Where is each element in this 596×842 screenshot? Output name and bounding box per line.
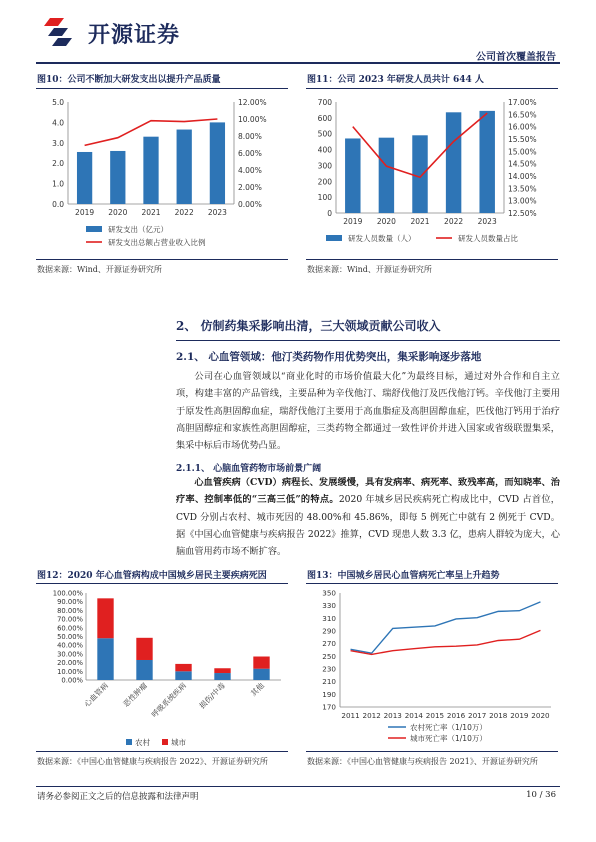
- bar: [210, 122, 225, 204]
- legend-label: 城市死亡率（1/10万）: [410, 734, 487, 743]
- x-tick-label: 2019: [510, 711, 529, 720]
- y-tick-label-left: 700: [317, 98, 332, 107]
- y-tick-label-right: 12.50%: [508, 209, 537, 218]
- y-tick-label-left: 0.0: [52, 200, 64, 209]
- y-tick-label-right: 13.50%: [508, 184, 537, 194]
- x-tick-label: 2022: [444, 217, 464, 226]
- legend-label: 农村死亡率（1/10万）: [410, 723, 487, 732]
- figure-10-chart: [36, 92, 290, 257]
- y-tick-label-left: 1.0: [52, 179, 64, 189]
- figure-13-bottom-rule: [306, 751, 558, 752]
- bar-segment: [136, 638, 152, 660]
- x-tick-label: 2019: [75, 208, 95, 217]
- y-tick-label-left: 200: [317, 177, 332, 187]
- legend-label-bar: 研发支出（亿元）: [108, 225, 168, 234]
- y-tick-label: 270: [322, 639, 336, 649]
- bar-segment: [253, 669, 269, 680]
- legend-swatch-bar: [86, 226, 102, 232]
- legend-swatch-rural: [126, 739, 132, 745]
- section-heading: 2、 仿制药集采影响出清，三大领域贡献公司收入: [176, 319, 441, 333]
- x-tick-label: 2019: [343, 217, 363, 226]
- figure-11-source: 数据来源：Wind、开源证券研究所: [307, 265, 432, 274]
- paragraph-2-bold: 心血管疾病（CVD）病程长、发展缓慢，具有发病率、病死率、致残率高，而知晓率、治疗率、控制率低的“三高三低”的特点。: [176, 477, 560, 506]
- x-tick-label: 2016: [446, 711, 466, 720]
- figure-13-title: 图13：中国城乡居民心血管病死亡率呈上升趋势: [307, 571, 500, 581]
- bar: [379, 138, 394, 213]
- y-tick-label: 20.00%: [57, 659, 83, 668]
- y-tick-label-right: 16.50%: [508, 110, 537, 120]
- subsection-heading: 2.1、 心血管领域：他汀类药物作用优势突出，集采影响逐步落地: [176, 351, 482, 363]
- x-tick-label: 恶性肿瘤: [121, 681, 149, 709]
- series-line: [351, 630, 541, 654]
- y-tick-label-right: 14.50%: [508, 159, 537, 169]
- bar-segment: [97, 598, 113, 638]
- y-tick-label-right: 15.50%: [508, 135, 537, 144]
- bar: [77, 152, 92, 204]
- figure-11-chart: [306, 92, 560, 257]
- legend-label-bar: 研发人员数量（人）: [348, 234, 416, 243]
- y-tick-label: 210: [322, 677, 336, 687]
- y-tick-label: 230: [322, 664, 336, 674]
- company-logo: [44, 14, 244, 48]
- paragraph-2-rest: 2020 年城乡居民疾病死亡构成比中，CVD 占首位，CVD 分别占农村、城市死因的 48.00%和 45.86%，即每 5 例死亡中就有 2 例死于 CVD。据《中国心血管健康与疾病报告 2022》推算，CVD 现患人数 3.3 亿，患病人群较为庞大，心脑血管用药市场不断扩容。: [176, 494, 560, 558]
- y-tick-label: 30.00%: [57, 650, 83, 659]
- bar-segment: [175, 664, 191, 671]
- y-tick-label-left: 400: [317, 145, 332, 155]
- figure-11-title: 图11：公司 2023 年研发人员共计 644 人: [307, 75, 484, 85]
- y-tick-label-left: 500: [317, 129, 332, 139]
- logo-mark-icon: [44, 14, 84, 48]
- y-tick-label-right: 14.00%: [508, 172, 537, 181]
- bar: [143, 137, 158, 204]
- y-tick-label-left: 5.0: [52, 98, 64, 107]
- y-tick-label: 70.00%: [57, 615, 83, 624]
- page-number: 10 / 36: [526, 790, 556, 800]
- y-tick-label-right: 12.00%: [238, 98, 267, 107]
- bar: [177, 130, 192, 204]
- figure-10-title: 图10：公司不断加大研发支出以提升产品质量: [37, 75, 221, 85]
- bar-segment: [175, 671, 191, 680]
- y-tick-label: 50.00%: [57, 633, 83, 641]
- x-tick-label: 2013: [383, 711, 402, 720]
- legend-label-line: 研发支出总额占营业收入比例: [108, 238, 206, 247]
- bar: [412, 135, 427, 213]
- footer-rule: [36, 786, 560, 787]
- subsubsection-heading: 2.1.1、 心脑血管药物市场前景广阔: [176, 464, 322, 474]
- y-tick-label-right: 13.00%: [508, 196, 537, 206]
- y-tick-label-left: 0: [327, 209, 332, 218]
- y-tick-label: 190: [322, 689, 336, 699]
- y-tick-label: 0.00%: [61, 676, 83, 685]
- x-tick-label: 2023: [477, 217, 497, 226]
- y-tick-label: 330: [322, 601, 336, 611]
- y-tick-label: 250: [322, 651, 336, 661]
- y-tick-label: 290: [322, 626, 336, 636]
- figure-13-chart: [306, 585, 560, 749]
- y-tick-label-left: 2.0: [52, 159, 64, 169]
- y-tick-label-right: 4.00%: [238, 166, 262, 175]
- y-tick-label: 80.00%: [57, 606, 83, 615]
- y-tick-label-right: 10.00%: [238, 115, 267, 124]
- x-tick-label: 2012: [362, 711, 381, 720]
- header-rule: [36, 62, 560, 64]
- bar-segment: [253, 657, 269, 669]
- bar-segment: [214, 673, 230, 680]
- bar-segment: [214, 668, 230, 673]
- x-tick-label: 2020: [531, 711, 550, 720]
- y-tick-label-right: 6.00%: [238, 149, 262, 158]
- bar-segment: [97, 638, 113, 680]
- x-tick-label: 2021: [141, 208, 161, 217]
- paragraph-1-text: 公司在心血管领域以“商业化时的市场价值最大化”为最终目标，通过对外合作和自主立项，构建丰富的产品管线，主要品种为辛伐他汀、瑞舒伐他汀及匹伐他汀钙。辛伐他汀主要用于原发性高胆固醇血症，瑞舒伐他汀主要用于高血脂症及高胆固醇血症，匹伐他汀钙用于治疗高胆固醇症和家族性高胆固醇症，三类药物全都通过一致性评价并进入国家或省级联盟集采，集采中标后市场优势凸显。: [176, 371, 560, 452]
- figure-12-source: 数据来源：《中国心血管健康与疾病报告 2022》、开源证券研究所: [37, 757, 268, 766]
- x-tick-label: 2020: [376, 217, 396, 226]
- y-tick-label-left: 100: [317, 193, 332, 203]
- series-line: [351, 602, 541, 653]
- y-tick-label: 350: [322, 588, 336, 598]
- figure-12-title: 图12：2020 年心血管病构成中国城乡居民主要疾病死因: [37, 571, 267, 581]
- y-tick-label: 60.00%: [57, 624, 83, 633]
- y-tick-label-left: 300: [317, 161, 332, 171]
- figure-10-source: 数据来源：Wind、开源证券研究所: [37, 265, 162, 274]
- logo-text: 开源证券: [88, 23, 181, 48]
- x-tick-label: 呼吸系统疾病: [149, 681, 188, 720]
- legend-swatch-urban: [162, 739, 168, 745]
- y-tick-label-left: 4.0: [52, 118, 64, 128]
- paragraph-2: [176, 474, 560, 560]
- figure-12-bottom-rule: [36, 751, 288, 752]
- y-tick-label: 310: [322, 613, 336, 623]
- y-tick-label-left: 600: [317, 113, 332, 123]
- bar: [479, 111, 494, 213]
- footer-disclaimer: 请务必参阅正文之后的信息披露和法律声明: [37, 792, 199, 802]
- figure-13-source: 数据来源：《中国心血管健康与疾病报告 2021》、开源证券研究所: [307, 757, 538, 766]
- legend-label-line: 研发人员数量占比: [458, 234, 518, 243]
- y-tick-label-left: 3.0: [52, 138, 64, 148]
- bar: [345, 138, 360, 213]
- x-tick-label: 2014: [404, 711, 423, 720]
- y-tick-label: 40.00%: [57, 641, 83, 650]
- y-tick-label: 100.00%: [52, 589, 83, 598]
- y-tick-label: 10.00%: [57, 667, 83, 676]
- figure-11-rule: [306, 88, 558, 89]
- legend-swatch-bar: [326, 235, 342, 241]
- y-tick-label-right: 8.00%: [238, 132, 262, 141]
- y-tick-label-right: 0.00%: [238, 200, 262, 209]
- x-tick-label: 2022: [174, 208, 194, 217]
- x-tick-label: 2020: [108, 208, 128, 217]
- x-tick-label: 2015: [425, 711, 445, 720]
- figure-12-chart: [36, 585, 290, 749]
- y-tick-label-right: 2.00%: [238, 183, 262, 192]
- x-tick-label: 2018: [489, 711, 508, 720]
- legend-label-urban: 城市: [171, 738, 186, 747]
- bar-segment: [136, 660, 152, 680]
- y-tick-label-right: 16.00%: [508, 122, 537, 132]
- legend-label-rural: 农村: [135, 738, 150, 747]
- bar: [110, 151, 125, 204]
- report-type: 公司首次覆盖报告: [476, 52, 556, 63]
- x-tick-label: 2021: [410, 217, 430, 226]
- figure-12-rule: [36, 583, 288, 584]
- y-tick-label: 90.00%: [57, 598, 83, 607]
- y-tick-label-right: 15.00%: [508, 147, 537, 157]
- figure-10-bottom-rule: [36, 259, 288, 260]
- bar: [446, 112, 461, 213]
- figure-11-bottom-rule: [306, 259, 558, 260]
- y-tick-label-right: 17.00%: [508, 98, 537, 107]
- x-tick-label: 2017: [468, 711, 487, 720]
- x-tick-label: 2023: [207, 208, 227, 217]
- x-tick-label: 其他: [248, 681, 266, 699]
- x-tick-label: 损伤/中毒: [197, 681, 227, 711]
- paragraph-2-text: [176, 474, 560, 560]
- paragraph-1: [176, 368, 560, 454]
- figure-13-rule: [306, 583, 558, 584]
- x-tick-label: 2011: [341, 711, 360, 720]
- figure-10-rule: [36, 88, 288, 89]
- y-tick-label: 170: [322, 702, 336, 712]
- section-rule: [176, 340, 560, 341]
- x-tick-label: 心血管病: [82, 681, 110, 709]
